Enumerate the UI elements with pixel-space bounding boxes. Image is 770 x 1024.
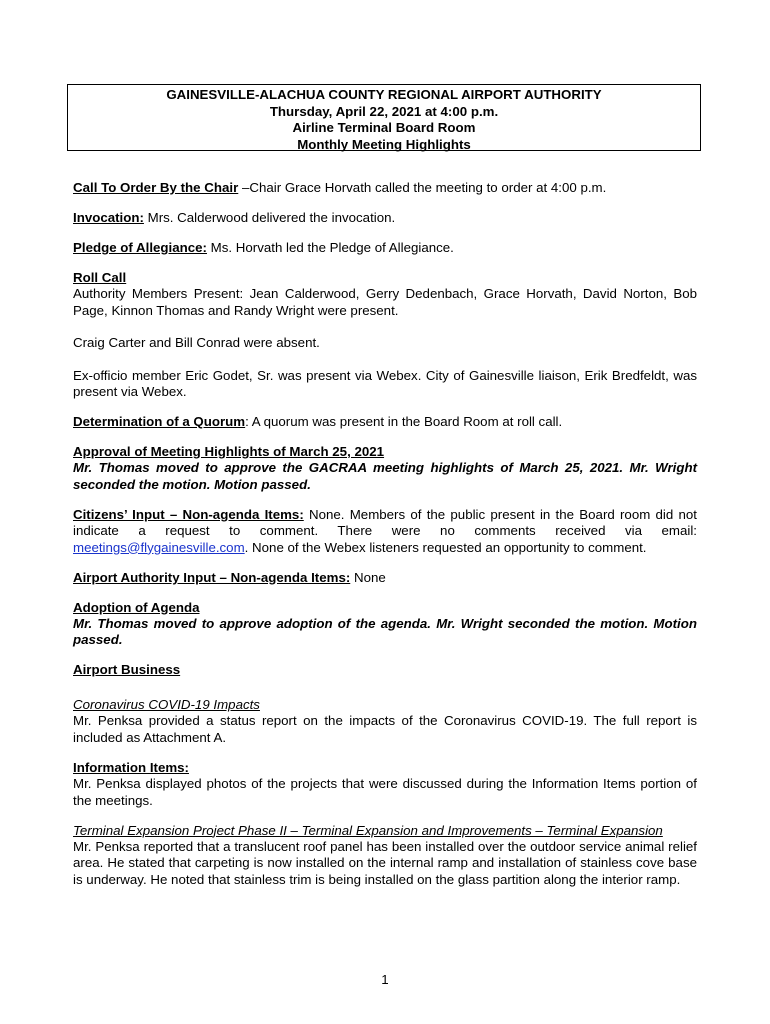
pledge-text: Ms. Horvath led the Pledge of Allegiance.	[206, 240, 454, 255]
authority-name: GAINESVILLE-ALACHUA COUNTY REGIONAL AIRPORT AUTHORITY	[166, 87, 602, 102]
meeting-date: Thursday, April 22, 2021 at 4:00 p.m.	[269, 103, 499, 119]
airport-input-section	[73, 570, 697, 586]
members-absent: Craig Carter and Bill Conrad were absent.	[73, 335, 320, 351]
invocation-text: Mrs. Calderwood delivered the invocation.	[143, 210, 396, 225]
meeting-header	[67, 84, 701, 151]
page-number: 1	[381, 972, 389, 987]
exofficio-members: Ex-officio member Eric Godet, Sr. was present via Webex. City of Gainesville liaison, Erik Bredfeldt, was present via Webex.	[73, 367, 697, 400]
covid-heading: Coronavirus COVID-19 Impacts	[73, 696, 260, 712]
call-to-order-heading: Call To Order By the Chair	[73, 180, 239, 195]
quorum-text: : A quorum was present in the Board Room at roll call.	[245, 414, 563, 430]
call-to-order-text: –Chair Grace Horvath called the meeting to order at 4:00 p.m.	[238, 180, 607, 195]
citizens-input-text: None. Members of the public present in the Board room did not indicate a request to comment. There were no comments received via email:	[73, 506, 697, 539]
roll-call-heading: Roll Call	[73, 270, 127, 285]
airport-input-heading: Airport Authority Input – Non-agenda Items:	[73, 569, 351, 585]
call-to-order-section	[73, 180, 697, 196]
info-items-text: Mr. Penksa displayed photos of the projects that were discussed during the Information Items portion of the meetings.	[73, 776, 697, 808]
terminal-expansion-heading: Terminal Expansion Project Phase II – Terminal Expansion and Improvements – Terminal Expansion	[73, 822, 663, 838]
members-present: Authority Members Present: Jean Calderwood, Gerry Dedenbach, Grace Horvath, David Norton, Bob Page, Kinnon Thomas and Randy Wright were present.	[73, 286, 697, 318]
quorum-section	[73, 414, 697, 430]
document-title: Monthly Meeting Highlights	[297, 136, 471, 152]
document-body	[73, 180, 697, 888]
approval-section	[73, 444, 697, 493]
adoption-section	[73, 600, 697, 649]
invocation-heading: Invocation:	[73, 210, 144, 225]
info-items-heading: Information Items:	[73, 759, 189, 775]
airport-input-text: None	[350, 569, 386, 585]
pledge-heading: Pledge of Allegiance:	[73, 240, 207, 255]
citizens-input-text-end: . None of the Webex listeners requested an opportunity to comment.	[244, 539, 647, 555]
roll-call-section	[73, 270, 697, 400]
approval-motion: Mr. Thomas moved to approve the GACRAA meeting highlights of March 25, 2021. Mr. Wright seconded the motion. Motion passed.	[73, 460, 697, 492]
covid-text: Mr. Penksa provided a status report on the impacts of the Coronavirus COVID-19. The full report is included as Attachment A.	[73, 713, 697, 745]
invocation-section	[73, 210, 697, 226]
pledge-section	[73, 240, 697, 256]
email-link[interactable]: meetings@flygainesville.com	[73, 539, 245, 555]
airport-business-heading: Airport Business	[73, 662, 181, 678]
terminal-expansion-section	[73, 823, 697, 889]
adoption-heading: Adoption of Agenda	[73, 599, 200, 615]
citizens-input-heading: Citizens’ Input – Non-agenda Items:	[73, 506, 304, 522]
meeting-location: Airline Terminal Board Room	[292, 120, 476, 136]
covid-section	[73, 697, 697, 746]
approval-heading: Approval of Meeting Highlights of March 25, 2021	[73, 444, 385, 460]
terminal-expansion-text: Mr. Penksa reported that a translucent roof panel has been installed over the outdoor service animal relief area. He stated that carpeting is now installed on the internal ramp and installation of stainless cove base is underway. He noted that stainless trim is being installed on the glass partition along the interior ramp.	[73, 838, 697, 887]
citizens-input-section	[73, 507, 697, 556]
info-items-section	[73, 760, 697, 809]
adoption-motion: Mr. Thomas moved to approve adoption of the agenda. Mr. Wright seconded the motion. Motion passed.	[73, 616, 697, 648]
quorum-heading: Determination of a Quorum	[73, 414, 246, 430]
